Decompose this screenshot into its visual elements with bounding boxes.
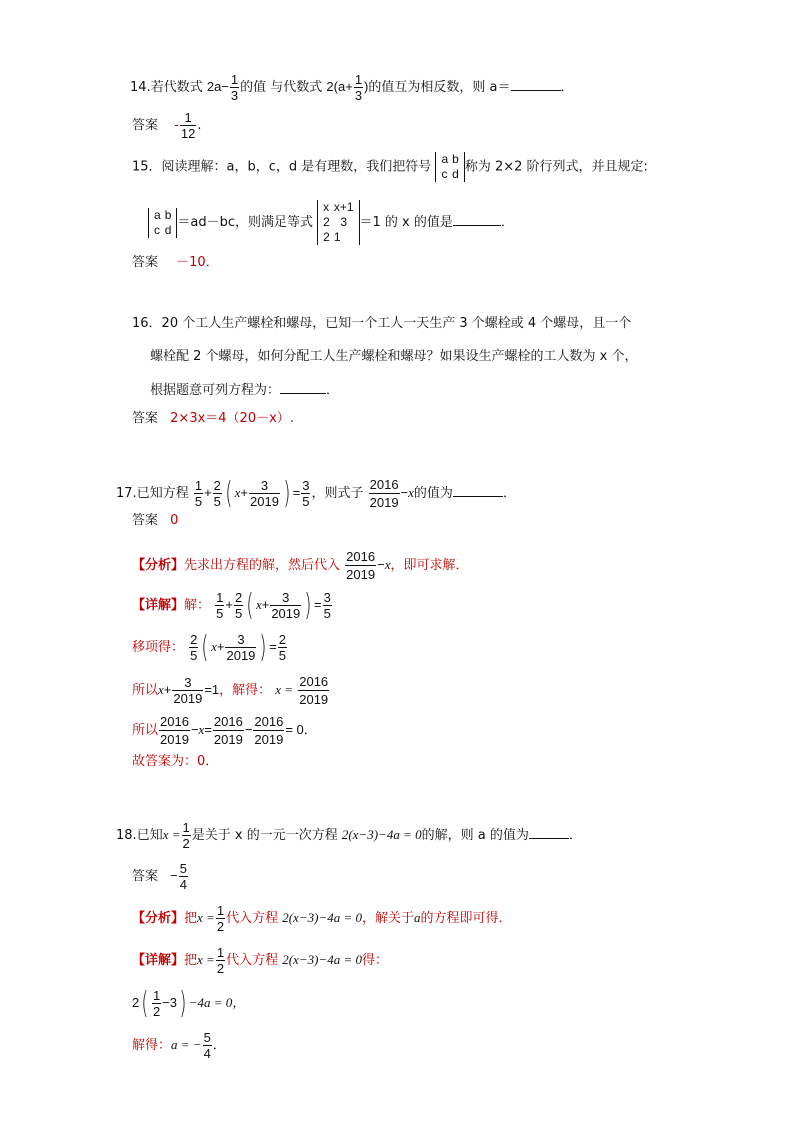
- answer-blank: [511, 77, 561, 91]
- q15-question-line1: 15．阅读理解：a，b，c，d 是有理数，我们把符号 a b c d 称为 2×2 阶行列式，并且规定:: [132, 152, 648, 181]
- detail-label: 【详解】: [132, 598, 185, 613]
- answer-label: 答案: [132, 118, 159, 133]
- q15-question-line2: a b c d ＝ad－bc，则满足等式 x x+1 2 3 2 1 ＝1 的 x 的值是 ．: [148, 200, 514, 245]
- answer-label: 答案: [132, 869, 159, 884]
- q18-number: 18.: [116, 828, 137, 843]
- q17-number: 17.: [116, 486, 137, 501]
- q14-fraction-b: $\frac{1}{3}$: [354, 72, 363, 103]
- q16-line2: 螺栓配 2 个螺母，如何分配工人生产螺栓和螺母？如果设生产螺栓的工人数为 x 个，: [150, 349, 638, 364]
- q17-detail: 【详解】解： $\frac{1}{5}$ + $\frac{2}{5}$ ( x+ $\frac{3}{2019}$ ) = $\frac{3}{5}$: [132, 587, 331, 623]
- q17-answer: 答案 0: [132, 513, 179, 528]
- q16-line3: 根据题意可列方程为： ．: [150, 380, 339, 401]
- answer-blank: [453, 483, 503, 497]
- analysis-label: 【分析】: [132, 558, 185, 573]
- determinant-symbol: a b c d: [435, 152, 464, 182]
- q18-solution: 解得：a = − $\frac{5}{4}$ ．: [132, 1030, 226, 1061]
- answer-blank: [529, 825, 569, 839]
- q18-detail: 【详解】把x = $\frac{1}{2}$ 代入方程 2(x−3)−4a = 0得：: [132, 945, 388, 976]
- analysis-label: 【分析】: [132, 911, 185, 926]
- q17-step3: 所以 $\frac{2016}{2019}$ −x= $\frac{2016}{2019}$ − $\frac{2016}{2019}$ = 0．: [132, 714, 317, 747]
- answer-label: 答案: [132, 513, 159, 528]
- q14-answer-fraction: $\frac{1}{12}$: [180, 110, 196, 141]
- q16-line1: 16．20 个工人生产螺栓和螺母，已知一个工人一天生产 3 个螺栓或 4 个螺母，且一个: [132, 316, 632, 331]
- answer-blank: [453, 212, 501, 226]
- answer-label: 答案: [132, 411, 159, 426]
- q14-fraction-a: $\frac{1}{3}$: [230, 72, 239, 103]
- q15-number: 15．: [132, 159, 162, 175]
- q18-analysis: 【分析】把x = $\frac{1}{2}$ 代入方程 2(x−3)−4a = 0，解关于a的方程即可得．: [132, 903, 512, 934]
- q16-number: 16．: [132, 316, 162, 331]
- answer-label: 答案: [132, 255, 159, 270]
- answer-blank: [280, 380, 326, 394]
- q16-answer: 答案 2×3x＝4（20－x）.: [132, 411, 294, 426]
- q17-step2: 所以x+ $\frac{3}{2019}$ =1，解得： x = $\frac{2016}{2019}$: [132, 674, 329, 707]
- q17-question: 17.已知方程 $\frac{1}{5}$ + $\frac{2}{5}$ ( x+ $\frac{3}{2019}$ ) = $\frac{3}{5}$ ，则式子 $\frac{2016}{2019}$ −x的值为 ．: [116, 475, 516, 511]
- q15-answer: 答案 －10．: [132, 255, 219, 270]
- q14-question: 14.若代数式 2a− $\frac{1}{3}$ 的值 与代数式 2(a+ $\frac{1}{3}$ )的值互为相反数，则 a＝ ．: [130, 72, 574, 103]
- q17-final: 故答案为：0．: [132, 754, 219, 769]
- detail-label: 【详解】: [132, 953, 185, 968]
- q14-number: 14.: [130, 80, 151, 95]
- q17-step1: 移项得： $\frac{2}{5}$ ( x+ $\frac{3}{2019}$ ) = $\frac{2}{5}$: [132, 629, 286, 665]
- q18-answer: 答案 − $\frac{5}{4}$: [132, 861, 187, 892]
- q17-analysis: 【分析】先求出方程的解，然后代入 $\frac{2016}{2019}$ −x，即可求解．: [132, 549, 469, 582]
- q14-answer: 答案 - $\frac{1}{12}$ .: [132, 110, 202, 141]
- determinant-definition: a b c d: [148, 208, 177, 238]
- q18-question: 18.已知x = $\frac{1}{2}$ 是关于 x 的一元一次方程 2(x−3)−4a = 0的解，则 a 的值为 ．: [116, 820, 582, 851]
- determinant-3x2: x x+1 2 3 2 1: [317, 200, 359, 245]
- q18-work: 2( $\frac{1}{2}$ −3) −4a = 0，: [132, 985, 246, 1021]
